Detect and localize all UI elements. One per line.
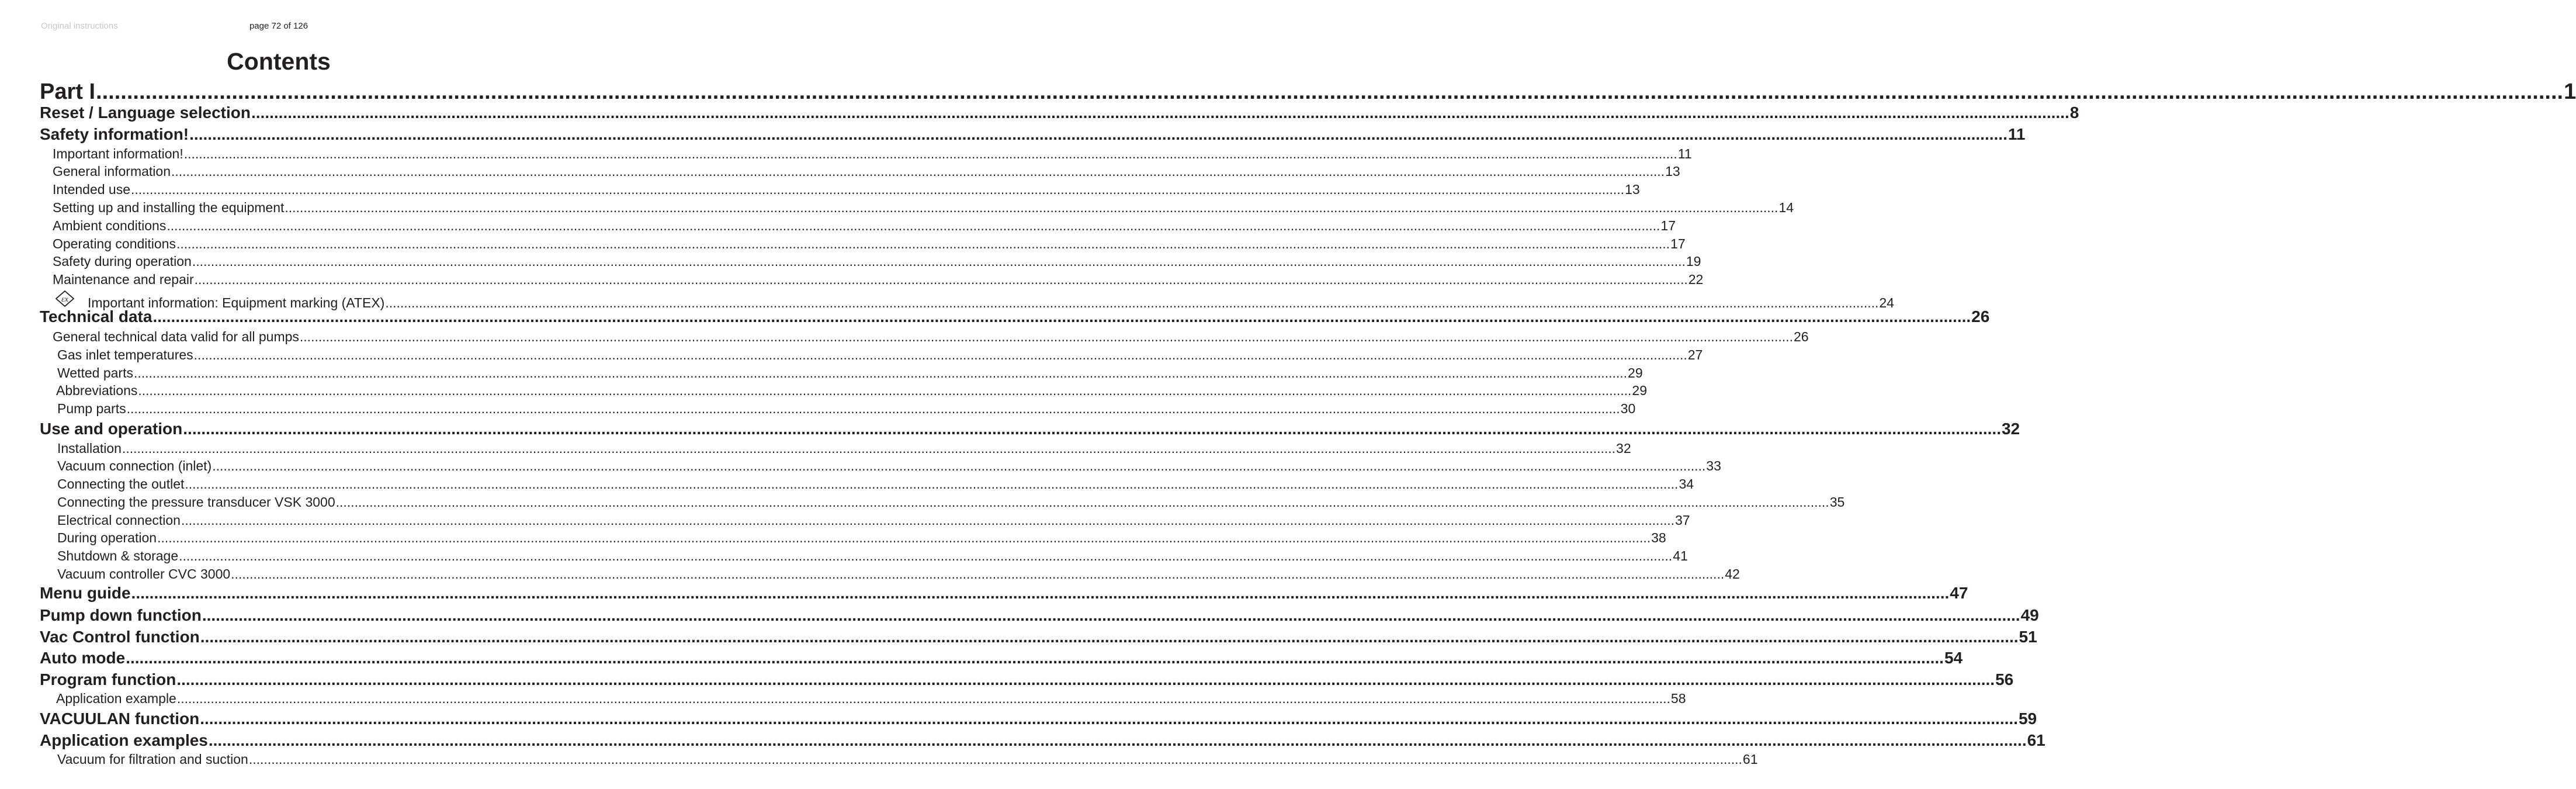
toc-entry[interactable] (40, 103, 2079, 122)
toc-page-number: 47 (1950, 584, 1968, 602)
toc-entry-label: Auto mode (40, 649, 126, 667)
leader-dots: ................................................................................................................................................................................................................................................................................................................................................................................................................ (231, 566, 1725, 582)
toc-entry-label: Shutdown & storage (57, 548, 179, 563)
toc-entry[interactable] (40, 731, 2045, 750)
toc-entry-label: General technical data valid for all pumps (53, 329, 299, 344)
leader-dots: ................................................................................................................................................................................................................................................................................................................................................................................................................ (248, 752, 1742, 767)
toc-entry[interactable] (57, 513, 1690, 528)
page-number: page 72 of 126 (249, 21, 308, 31)
toc-entry-label: Safety information! (40, 125, 189, 143)
leader-dots: ................................................................................................................................................................................................................................................................................................................................................................................................................ (385, 295, 1879, 310)
toc-page-number: 29 (1628, 365, 1643, 380)
toc-entry-label: Important information! (53, 146, 183, 161)
toc-entry[interactable] (40, 79, 2576, 104)
toc-page-number: 17 (1660, 218, 1676, 233)
toc-entry-label: Electrical connection (57, 513, 181, 528)
leader-dots: ................................................................................................................................................................................................................................................................................................................................................................................................................ (208, 731, 2027, 749)
toc-entry[interactable] (53, 236, 1686, 251)
leader-dots: ................................................................................................................................................................................................................................................................................................................................................................................................................ (179, 548, 1673, 563)
toc-entry-label: Reset / Language selection (40, 103, 251, 122)
toc-entry[interactable] (40, 628, 2037, 646)
toc-page-number: 11 (2008, 125, 2026, 143)
leader-dots: ................................................................................................................................................................................................................................................................................................................................................................................................................ (167, 218, 1660, 233)
toc-entry[interactable] (40, 125, 2026, 144)
toc-page-number: 51 (2019, 628, 2037, 646)
leader-dots: ................................................................................................................................................................................................................................................................................................................................................................................................................ (126, 649, 1944, 667)
toc-page-number: 61 (2027, 731, 2045, 749)
leader-dots: ................................................................................................................................................................................................................................................................................................................................................................................................................ (183, 420, 2001, 438)
toc-page-number: 32 (2001, 420, 2020, 438)
toc-entry[interactable] (40, 710, 2037, 728)
toc-entry[interactable] (56, 383, 1648, 398)
toc-entry[interactable] (53, 329, 1809, 344)
toc-entry-label: Installation (57, 441, 122, 456)
leader-dots: ................................................................................................................................................................................................................................................................................................................................................................................................................ (200, 710, 2018, 728)
toc-page-number: 14 (1778, 200, 1794, 215)
toc-entry[interactable] (40, 649, 1963, 667)
leader-dots: ................................................................................................................................................................................................................................................................................................................................................................................................................ (194, 272, 1688, 287)
toc-entry[interactable] (53, 272, 1704, 287)
toc-entry[interactable] (57, 752, 1758, 767)
toc-entry-label: Ambient conditions (53, 218, 167, 233)
toc-entry-label: Operating conditions (53, 236, 176, 251)
leader-dots: ................................................................................................................................................................................................................................................................................................................................................................................................................ (181, 513, 1675, 528)
leader-dots: ................................................................................................................................................................................................................................................................................................................................................................................................................ (200, 628, 2019, 646)
toc-entry[interactable] (53, 218, 1676, 233)
toc-entry-label: VACUULAN function (40, 710, 200, 728)
toc-page-number: 1 (2564, 79, 2576, 104)
toc-entry-label: Vacuum for filtration and suction (57, 752, 248, 767)
toc-page-number: 24 (1879, 295, 1894, 310)
toc-entry-label: Technical data (40, 307, 152, 326)
toc-entry[interactable] (40, 606, 2039, 625)
toc-page-number: 41 (1673, 548, 1688, 563)
toc-page-number: 38 (1651, 530, 1666, 545)
toc-page-number: 56 (1995, 670, 2014, 688)
toc-entry-label: Program function (40, 670, 176, 688)
leader-dots: ................................................................................................................................................................................................................................................................................................................................................................................................................ (96, 79, 2564, 104)
leader-dots: ................................................................................................................................................................................................................................................................................................................................................................................................................ (185, 476, 1679, 492)
toc-entry[interactable] (57, 441, 1631, 456)
toc-entry-label: Setting up and installing the equipment (53, 200, 285, 215)
leader-dots: ................................................................................................................................................................................................................................................................................................................................................................................................................ (189, 125, 2008, 143)
toc-entry[interactable] (57, 530, 1666, 545)
toc-entry-label: Important information: Equipment marking (ATEX) (88, 295, 385, 310)
toc-page-number: 34 (1679, 476, 1694, 492)
toc-entry-label: Pump down function (40, 606, 202, 624)
toc-entry-label: Gas inlet temperatures (57, 347, 193, 362)
toc-entry-label: During operation (57, 530, 157, 545)
toc-entry[interactable] (57, 347, 1703, 362)
toc-page-number: 49 (2020, 606, 2039, 624)
leader-dots: ................................................................................................................................................................................................................................................................................................................................................................................................................ (193, 347, 1687, 362)
toc-entry-label: Vacuum connection (inlet) (57, 458, 212, 473)
leader-dots: ................................................................................................................................................................................................................................................................................................................................................................................................................ (122, 441, 1616, 456)
toc-entry-label: Menu guide (40, 584, 131, 602)
toc-entry[interactable] (56, 691, 1686, 706)
toc-page-number: 29 (1632, 383, 1648, 398)
toc-page-number: 54 (1944, 649, 1963, 667)
leader-dots: ................................................................................................................................................................................................................................................................................................................................................................................................................ (126, 401, 1620, 416)
toc-page-number: 13 (1665, 164, 1680, 179)
toc-page-number: 35 (1829, 494, 1845, 510)
leader-dots: ................................................................................................................................................................................................................................................................................................................................................................................................................ (131, 584, 1950, 602)
toc-entry-label: Use and operation (40, 420, 183, 438)
toc-entry[interactable] (53, 146, 1692, 161)
leader-dots: ................................................................................................................................................................................................................................................................................................................................................................................................................ (131, 182, 1625, 197)
toc-entry-label: Wetted parts (57, 365, 133, 380)
toc-entry[interactable] (53, 182, 1640, 197)
toc-page-number: 27 (1687, 347, 1703, 362)
toc-entry-label: Connecting the pressure transducer VSK 3000 (57, 494, 335, 510)
toc-page-number: 26 (1793, 329, 1809, 344)
leader-dots: ................................................................................................................................................................................................................................................................................................................................................................................................................ (133, 365, 1628, 380)
leader-dots: ................................................................................................................................................................................................................................................................................................................................................................................................................ (299, 329, 1793, 344)
toc-page-number: 33 (1706, 458, 1721, 473)
toc-entry-label: Vacuum controller CVC 3000 (57, 566, 231, 582)
toc-entry-label: Application example (56, 691, 176, 706)
toc-entry-label: Pump parts (57, 401, 126, 416)
toc-entry[interactable] (40, 307, 1990, 326)
toc-entry[interactable] (57, 494, 1845, 510)
toc-entry-label: General information (53, 164, 171, 179)
header-original-instructions: Original instructions (41, 21, 118, 31)
toc-page-number: 13 (1625, 182, 1640, 197)
page-title: Contents (227, 48, 331, 75)
toc-page-number: 42 (1725, 566, 1740, 582)
toc-page-number: 26 (1971, 307, 1990, 326)
toc-entry[interactable] (40, 420, 2020, 438)
leader-dots: ................................................................................................................................................................................................................................................................................................................................................................................................................ (176, 236, 1670, 251)
toc-entry-label: Connecting the outlet (57, 476, 185, 492)
toc-page-number: 11 (1677, 146, 1692, 161)
atex-ex-icon (55, 290, 75, 307)
toc-page-number: 17 (1670, 236, 1686, 251)
toc-entry[interactable] (57, 566, 1740, 582)
leader-dots: ................................................................................................................................................................................................................................................................................................................................................................................................................ (171, 164, 1665, 179)
toc-entry[interactable] (53, 254, 1701, 269)
toc-entry[interactable] (40, 670, 2014, 689)
toc-entry[interactable] (40, 584, 1968, 603)
leader-dots: ................................................................................................................................................................................................................................................................................................................................................................................................................ (138, 383, 1632, 398)
toc-entry[interactable] (57, 365, 1643, 380)
leader-dots: ................................................................................................................................................................................................................................................................................................................................................................................................................ (176, 691, 1670, 706)
toc-page-number: 8 (2069, 103, 2079, 122)
toc-page-number: 59 (2018, 710, 2037, 728)
toc-entry-label: Application examples (40, 731, 208, 749)
toc-page-number: 32 (1616, 441, 1631, 456)
leader-dots: ................................................................................................................................................................................................................................................................................................................................................................................................................ (251, 103, 2069, 122)
toc-entry[interactable] (57, 401, 1636, 416)
leader-dots: ................................................................................................................................................................................................................................................................................................................................................................................................................ (183, 146, 1677, 161)
leader-dots: ................................................................................................................................................................................................................................................................................................................................................................................................................ (176, 670, 1995, 688)
toc-entry[interactable] (57, 548, 1688, 563)
svg-text:εx: εx (61, 295, 68, 304)
toc-entry-label: Part I (40, 79, 96, 104)
toc-page-number: 61 (1742, 752, 1758, 767)
toc-entry[interactable] (57, 476, 1694, 492)
toc-page-number: 19 (1686, 254, 1701, 269)
toc-entry[interactable] (53, 200, 1794, 215)
toc-entry-label: Abbreviations (56, 383, 138, 398)
toc-page-number: 58 (1670, 691, 1686, 706)
leader-dots: ................................................................................................................................................................................................................................................................................................................................................................................................................ (335, 494, 1829, 510)
leader-dots: ................................................................................................................................................................................................................................................................................................................................................................................................................ (212, 458, 1706, 473)
leader-dots: ................................................................................................................................................................................................................................................................................................................................................................................................................ (152, 307, 1971, 326)
leader-dots: ................................................................................................................................................................................................................................................................................................................................................................................................................ (157, 530, 1651, 545)
toc-entry-label: Vac Control function (40, 628, 200, 646)
toc-page-number: 30 (1620, 401, 1636, 416)
leader-dots: ................................................................................................................................................................................................................................................................................................................................................................................................................ (285, 200, 1778, 215)
toc-entry-label: Maintenance and repair (53, 272, 194, 287)
toc-entry[interactable] (57, 458, 1721, 473)
leader-dots: ................................................................................................................................................................................................................................................................................................................................................................................................................ (202, 606, 2020, 624)
toc-entry[interactable] (53, 164, 1680, 179)
toc-page-number: 22 (1688, 272, 1704, 287)
toc-entry-label: Safety during operation (53, 254, 192, 269)
toc-page-number: 37 (1675, 513, 1690, 528)
toc-entry-label: Intended use (53, 182, 131, 197)
leader-dots: ................................................................................................................................................................................................................................................................................................................................................................................................................ (192, 254, 1686, 269)
